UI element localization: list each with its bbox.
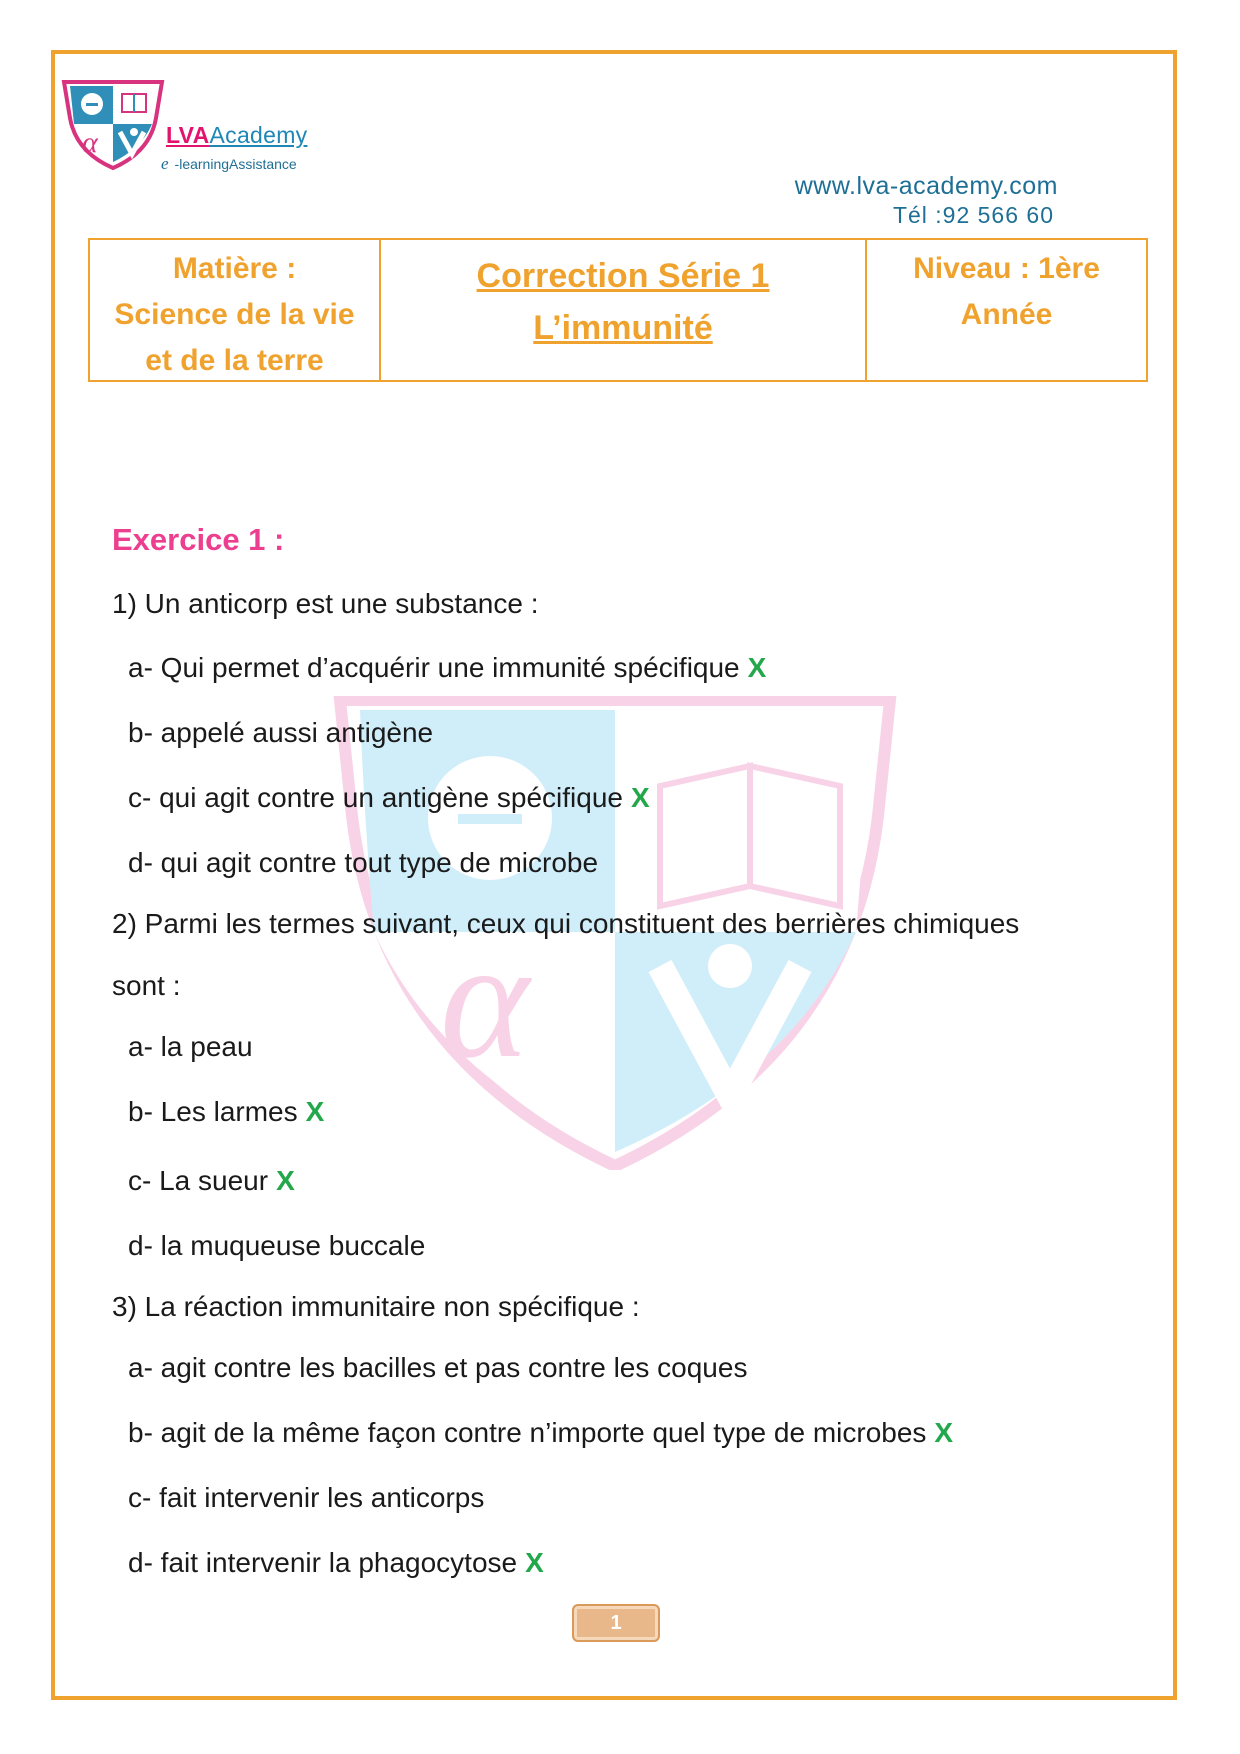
q2-option-c [128,1165,295,1197]
svg-text:α: α [82,126,98,159]
q1-option-c [128,782,650,814]
level-line: Niveau : 1ère [913,252,1100,285]
answer-mark: X [305,1096,325,1127]
option-text: b- appelé aussi antigène [128,717,434,748]
subject-line: et de la terre [145,344,324,377]
document-title: Correction Série 1 [476,257,770,295]
subject-cell [90,240,381,380]
tagline-prefix: e [161,154,169,173]
answer-mark: X [631,782,650,813]
option-text: a- la peau [128,1031,253,1062]
page-number: 1 [572,1604,660,1642]
subject-line: Science de la vie [114,298,355,331]
brand-name-part1: LVA [166,122,210,148]
q1-option-a [128,652,766,684]
answer-mark: X [276,1165,295,1196]
title-cell [381,240,867,380]
option-text: a- agit contre les bacilles et pas contre les coques [128,1352,748,1383]
q2-option-b [128,1096,324,1128]
header-table [88,238,1148,382]
answer-mark: X [747,652,767,683]
option-text: d- la muqueuse buccale [128,1230,426,1261]
question-3: 3) La réaction immunitaire non spécifique : [112,1291,640,1322]
q2-option-d [128,1230,425,1262]
tagline-text: -learningAssistance [174,156,297,172]
answer-mark: X [525,1547,544,1578]
q3-option-a [128,1352,747,1384]
subject-line: Matière : [172,252,297,285]
option-text: c- qui agit contre un antigène spécifique [128,782,623,813]
question-2-line-1: 2) Parmi les termes suivant, ceux qui constituent des berrières chimiques [112,908,1020,939]
svg-text:α: α [440,905,530,1093]
option-text: a- Qui permet d’acquérir une immunité spécifique [128,652,740,683]
q3-option-c [128,1482,484,1514]
brand-name [166,122,307,149]
exercise-title: Exercice 1 : [112,522,285,557]
q3-option-d [128,1547,544,1579]
question-2-line-2: sont : [112,970,181,1001]
q1-option-b [128,717,433,749]
q1-option-d [128,847,598,879]
level-cell [867,240,1146,380]
answer-mark: X [934,1417,954,1448]
option-text: c- La sueur [128,1165,269,1196]
option-text: b- agit de la même façon contre n’importe quel type de microbes [128,1417,927,1448]
website-link[interactable]: www.lva-academy.com [794,172,1058,200]
option-text: b- Les larmes [128,1096,298,1127]
academy-logo [58,78,168,170]
brand-tagline [161,154,297,174]
option-text: c- fait intervenir les anticorps [128,1482,485,1513]
question-1: 1) Un anticorp est une substance : [112,588,539,619]
q2-option-a [128,1031,253,1063]
level-line: Année [960,298,1053,331]
brand-name-part2: Academy [209,122,308,148]
q3-option-b [128,1417,953,1449]
phone-number: Tél :92 566 60 [892,202,1054,228]
option-text: d- fait intervenir la phagocytose [128,1547,518,1578]
document-subtitle: L’immunité [533,309,713,347]
option-text: d- qui agit contre tout type de microbe [128,847,599,878]
